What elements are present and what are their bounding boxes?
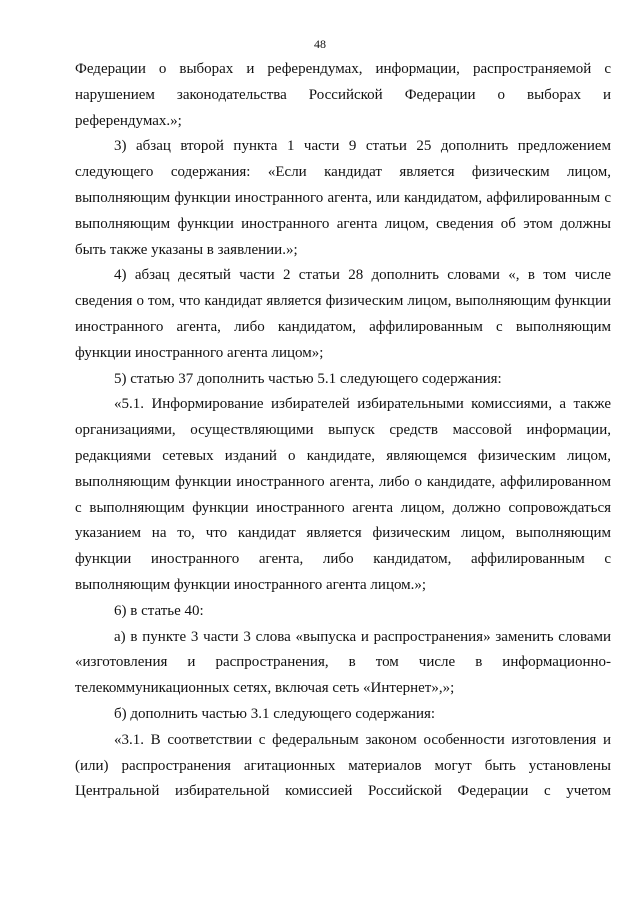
paragraph-continuation: Федерации о выборах и референдумах, информации, распространяемой с нарушением законодательства Российской Федерации о выборах и референдумах.»; <box>75 61 611 129</box>
paragraph-item-4: 4) абзац десятый части 2 статьи 28 дополнить словами «, в том числе сведения о том, что кандидат является физическим лицом, выполняющим функции иностранного агента, либо кандидатом, аффилированным с выполняющим функции иностранного агента лицом»; <box>75 267 611 361</box>
paragraph-item-3: 3) абзац второй пункта 1 части 9 статьи 25 дополнить предложением следующего содержания: «Если кандидат является физическим лицом, выполняющим функции иностранного агента, или кандидатом, аффилированным с выполняющим функции иностранного агента лицом, сведения об этом должны быть также указаны в заявлении.»; <box>75 138 611 258</box>
paragraph-subitem-b: б) дополнить частью 3.1 следующего содержания: <box>114 705 436 722</box>
page-number: 48 <box>314 37 326 51</box>
document-body <box>75 57 611 805</box>
paragraph-item-5: 5) статью 37 дополнить частью 5.1 следующего содержания: <box>114 370 502 387</box>
paragraph-item-6: 6) в статье 40: <box>114 602 204 619</box>
paragraph-quote-5-1: «5.1. Информирование избирателей избирательными комиссиями, а также организациями, осуществляющими выпуск средств массовой информации, редакциями сетевых изданий о кандидате, являющемся физическим лицом, выполняющим функции иностранного агента, либо о кандидате, аффилированном с выполняющим функции иностранного агента лицом, должно сопровождаться указанием на то, что кандидат является физическим лицом, выполняющим функции иностранного агента, либо кандидатом, аффилированным с выполняющим функции иностранного агента лицом.»; <box>75 396 611 593</box>
paragraph-subitem-a: а) в пункте 3 части 3 слова «выпуска и распространения» заменить словами «изготовления и распространения, в том числе в информационно-телекоммуникационных сетях, включая сеть «Интернет»,»; <box>75 628 611 697</box>
paragraph-quote-3-1: «3.1. В соответствии с федеральным законом особенности изготовления и (или) распространения агитационных материалов могут быть установлены Центральной избирательной комиссией Российской Федерации с учетом <box>75 731 611 800</box>
